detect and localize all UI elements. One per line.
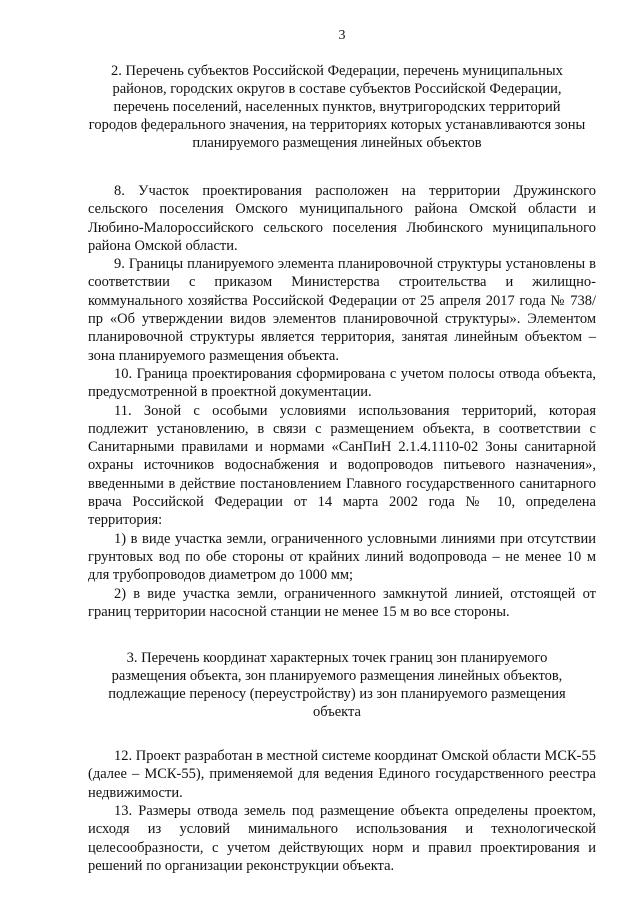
paragraph-13: 13. Размеры отвода земель под размещение объекта определены проектом, исходя из условий минимального использования и технологической целесообразности, с учетом действующих норм и правил проектирования и решений по организации реконструкции объекта. [88, 803, 596, 874]
paragraph-9: 9. Границы планируемого элемента планировочной структуры установлены в соответствии с приказом Министерства строительства и жилищно-коммунального хозяйства Российской Федерации от 25 апреля 2017 года № 738/пр «Об утверждении видов элементов планировочной структуры». Элементом планировочной структуры является территория, занятая линейным объектом – зона планируемого размещения объекта. [88, 256, 596, 364]
paragraph-12: 12. Проект разработан в местной системе координат Омской области МСК-55 (далее – МСК-55), применяемой для ведения Единого государственного реестра недвижимости. [88, 748, 596, 801]
paragraph-8: 8. Участок проектирования расположен на территории Дружинского сельского поселения Омского муниципального района Омской области и Любино-Малороссийского сельского поселения Любинского муниципального района Омской области. [88, 183, 596, 254]
section-2-heading: 2. Перечень субъектов Российской Федерации, перечень муниципальных районов, городских округов в составе субъектов Российской Федерации, перечень поселений, населенных пунктов, внутригородских территорий городов федерального значения, на территориях которых устанавливаются зоны планируемого размещения линейных объектов [88, 63, 586, 151]
list-item-2: 2) в виде участка земли, ограниченного замкнутой линией, отстоящей от границ территории насосной станции не менее 15 м во все стороны. [88, 585, 596, 620]
paragraph-11: 11. Зоной с особыми условиями использования территорий, которая подлежит установлению, в связи с размещением объекта, в соответствии с Санитарными правилами и нормами «СанПиН 2.1.4.1110-02 Зоны санитарной охраны источников водоснабжения и водопроводов питьевого назначения», введенными в действие постановлением Главного государственного санитарного врача Российской Федерации от 14 марта 2002 года № 10, определена территория: [88, 402, 596, 529]
page-number: 3 [338, 28, 346, 43]
list-item-1: 1) в виде участка земли, ограниченного условными линиями при отсутствии грунтовых вод по обе стороны от крайних линий водопровода – не менее 10 м для трубопроводов диаметром до 1000 мм; [88, 530, 596, 584]
paragraph-10: 10. Граница проектирования сформирована с учетом полосы отвода объекта, предусмотренной в проектной документации. [88, 365, 596, 401]
section-3-heading: 3. Перечень координат характерных точек границ зон планируемого размещения объекта, зон планируемого размещения линейных объектов, подлежащие переносу (переустройству) из зон планируемого размещения объекта [108, 650, 566, 721]
